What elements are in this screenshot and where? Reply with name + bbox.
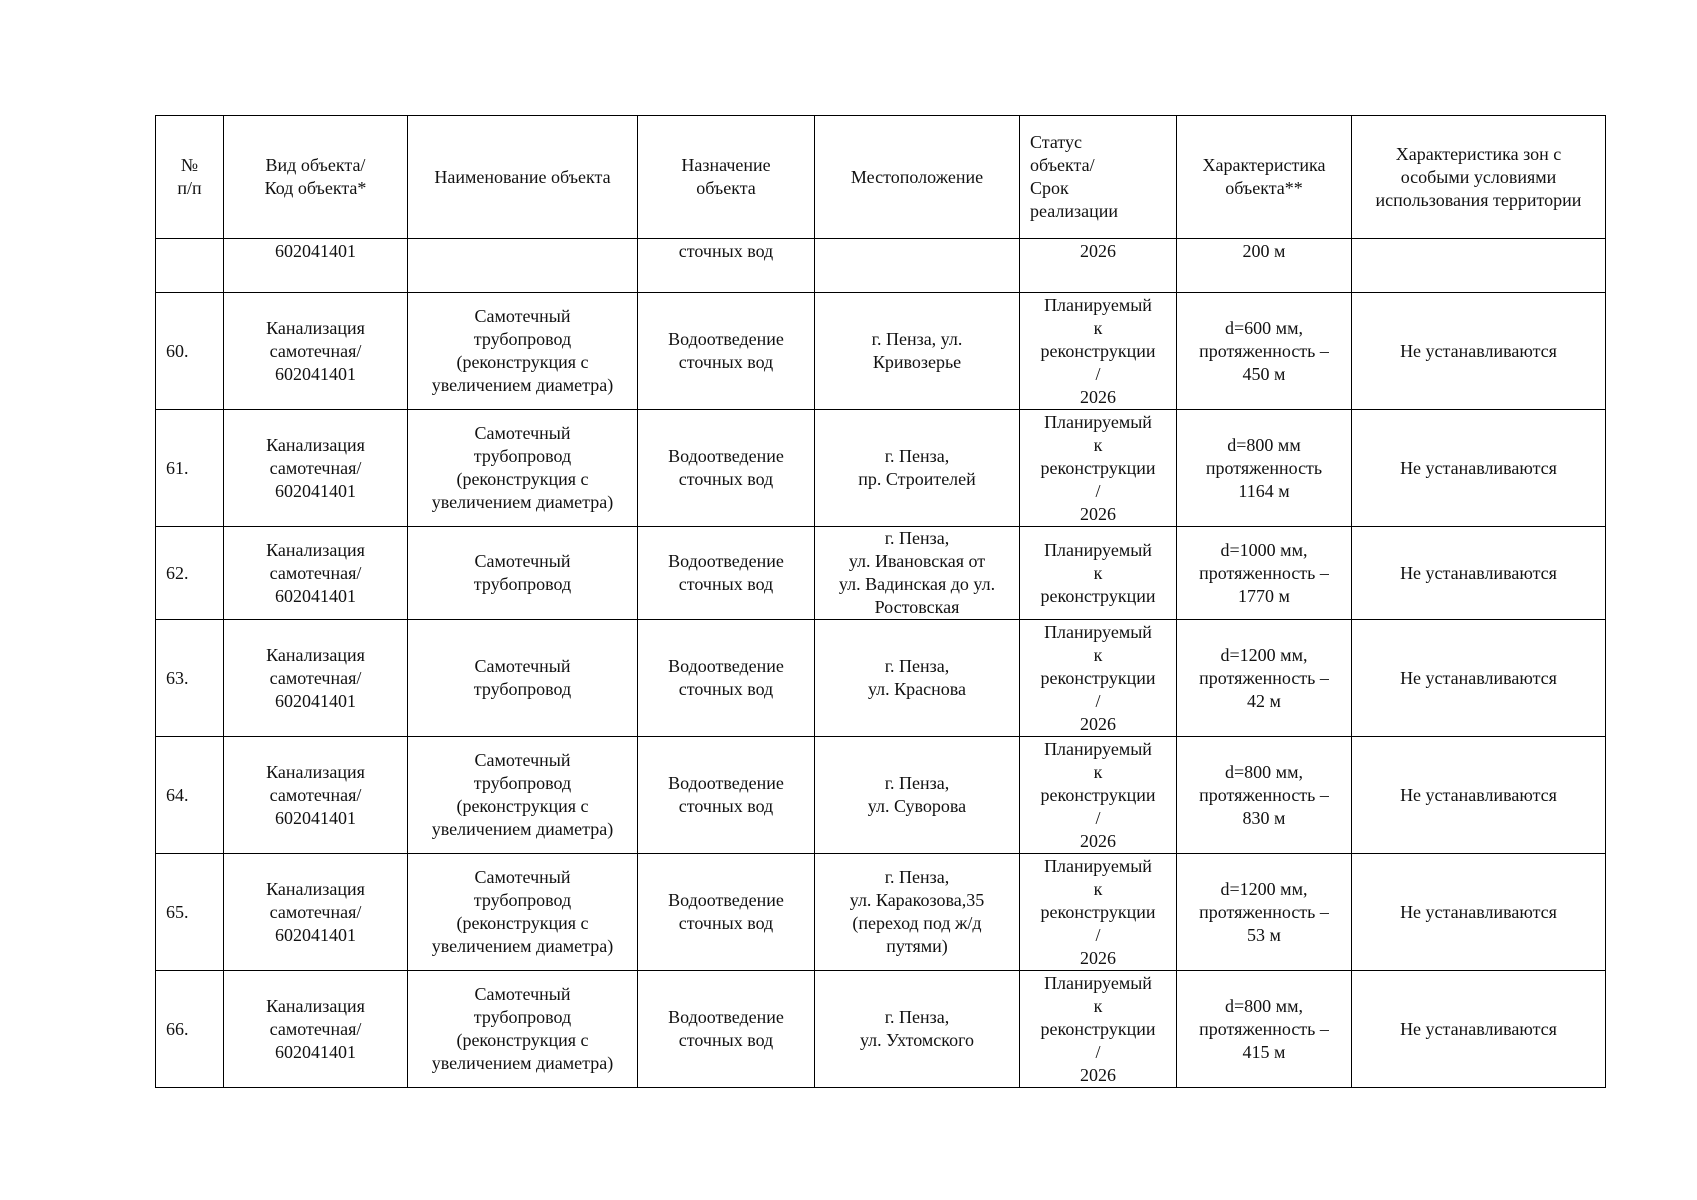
- cell-status-term: Планируемый к реконструкции: [1020, 527, 1177, 620]
- cell-location: г. Пенза, пр. Строителей: [815, 410, 1020, 527]
- cell-number: 65.: [156, 854, 224, 971]
- cell-object-characteristic: 200 м: [1177, 239, 1352, 293]
- cell-object-name: Самотечный трубопровод: [408, 620, 638, 737]
- cell-zone-characteristic: Не устанавливаются: [1352, 854, 1606, 971]
- cell-zone-characteristic: Не устанавливаются: [1352, 971, 1606, 1088]
- cell-object-type-code: Канализация самотечная/ 602041401: [224, 527, 408, 620]
- header-status-term: Статус объекта/ Срок реализации: [1020, 116, 1177, 239]
- cell-object-purpose: Водоотведение сточных вод: [638, 293, 815, 410]
- cell-object-purpose: сточных вод: [638, 239, 815, 293]
- cell-number: 62.: [156, 527, 224, 620]
- table-row: [156, 293, 1606, 410]
- cell-object-type-code: 602041401: [224, 239, 408, 293]
- cell-object-name: [408, 239, 638, 293]
- table-row: [156, 410, 1606, 527]
- table-row: [156, 620, 1606, 737]
- cell-status-term: Планируемый к реконструкции / 2026: [1020, 737, 1177, 854]
- cell-object-purpose: Водоотведение сточных вод: [638, 737, 815, 854]
- header-location: Местоположение: [815, 116, 1020, 239]
- objects-table: [155, 115, 1606, 1088]
- cell-object-purpose: Водоотведение сточных вод: [638, 620, 815, 737]
- cell-status-term: Планируемый к реконструкции / 2026: [1020, 410, 1177, 527]
- cell-object-purpose: Водоотведение сточных вод: [638, 527, 815, 620]
- header-object-name: Наименование объекта: [408, 116, 638, 239]
- cell-zone-characteristic: Не устанавливаются: [1352, 620, 1606, 737]
- table-row: [156, 854, 1606, 971]
- table-header-row: [156, 116, 1606, 239]
- cell-number: 60.: [156, 293, 224, 410]
- cell-object-name: Самотечный трубопровод (реконструкция с увеличением диаметра): [408, 410, 638, 527]
- cell-location: [815, 239, 1020, 293]
- cell-object-type-code: Канализация самотечная/ 602041401: [224, 620, 408, 737]
- cell-status-term: 2026: [1020, 239, 1177, 293]
- cell-location: г. Пенза, ул. Каракозова,35 (переход под ж/д путями): [815, 854, 1020, 971]
- cell-zone-characteristic: Не устанавливаются: [1352, 410, 1606, 527]
- cell-zone-characteristic: Не устанавливаются: [1352, 527, 1606, 620]
- cell-object-type-code: Канализация самотечная/ 602041401: [224, 410, 408, 527]
- cell-zone-characteristic: Не устанавливаются: [1352, 737, 1606, 854]
- cell-status-term: Планируемый к реконструкции / 2026: [1020, 971, 1177, 1088]
- cell-location: г. Пенза, ул. Краснова: [815, 620, 1020, 737]
- header-number: № п/п: [156, 116, 224, 239]
- table-row-continued: [156, 239, 1606, 293]
- table-row: [156, 737, 1606, 854]
- cell-location: г. Пенза, ул. Кривозерье: [815, 293, 1020, 410]
- cell-object-characteristic: d=800 мм протяженность 1164 м: [1177, 410, 1352, 527]
- cell-number: 63.: [156, 620, 224, 737]
- cell-object-name: Самотечный трубопровод (реконструкция с увеличением диаметра): [408, 971, 638, 1088]
- header-zone-characteristic: Характеристика зон с особыми условиями использования территории: [1352, 116, 1606, 239]
- cell-zone-characteristic: Не устанавливаются: [1352, 293, 1606, 410]
- cell-object-characteristic: d=600 мм, протяженность – 450 м: [1177, 293, 1352, 410]
- cell-location: г. Пенза, ул. Ивановская от ул. Вадинская до ул. Ростовская: [815, 527, 1020, 620]
- cell-status-term: Планируемый к реконструкции / 2026: [1020, 854, 1177, 971]
- cell-status-term: Планируемый к реконструкции / 2026: [1020, 620, 1177, 737]
- cell-number: [156, 239, 224, 293]
- cell-object-purpose: Водоотведение сточных вод: [638, 410, 815, 527]
- table-row: [156, 527, 1606, 620]
- cell-object-characteristic: d=1200 мм, протяженность – 42 м: [1177, 620, 1352, 737]
- cell-object-purpose: Водоотведение сточных вод: [638, 971, 815, 1088]
- cell-object-purpose: Водоотведение сточных вод: [638, 854, 815, 971]
- cell-number: 64.: [156, 737, 224, 854]
- cell-object-characteristic: d=1200 мм, протяженность – 53 м: [1177, 854, 1352, 971]
- cell-object-name: Самотечный трубопровод (реконструкция с увеличением диаметра): [408, 854, 638, 971]
- cell-object-type-code: Канализация самотечная/ 602041401: [224, 293, 408, 410]
- cell-object-type-code: Канализация самотечная/ 602041401: [224, 971, 408, 1088]
- table-row: [156, 971, 1606, 1088]
- cell-status-term: Планируемый к реконструкции / 2026: [1020, 293, 1177, 410]
- cell-object-characteristic: d=800 мм, протяженность – 415 м: [1177, 971, 1352, 1088]
- header-object-characteristic: Характеристика объекта**: [1177, 116, 1352, 239]
- cell-location: г. Пенза, ул. Суворова: [815, 737, 1020, 854]
- cell-object-type-code: Канализация самотечная/ 602041401: [224, 854, 408, 971]
- cell-object-name: Самотечный трубопровод (реконструкция с увеличением диаметра): [408, 293, 638, 410]
- header-object-type-code: Вид объекта/ Код объекта*: [224, 116, 408, 239]
- cell-object-type-code: Канализация самотечная/ 602041401: [224, 737, 408, 854]
- header-object-purpose: Назначение объекта: [638, 116, 815, 239]
- cell-object-characteristic: d=800 мм, протяженность – 830 м: [1177, 737, 1352, 854]
- cell-object-characteristic: d=1000 мм, протяженность – 1770 м: [1177, 527, 1352, 620]
- cell-location: г. Пенза, ул. Ухтомского: [815, 971, 1020, 1088]
- cell-number: 66.: [156, 971, 224, 1088]
- cell-zone-characteristic: [1352, 239, 1606, 293]
- cell-number: 61.: [156, 410, 224, 527]
- cell-object-name: Самотечный трубопровод: [408, 527, 638, 620]
- cell-object-name: Самотечный трубопровод (реконструкция с увеличением диаметра): [408, 737, 638, 854]
